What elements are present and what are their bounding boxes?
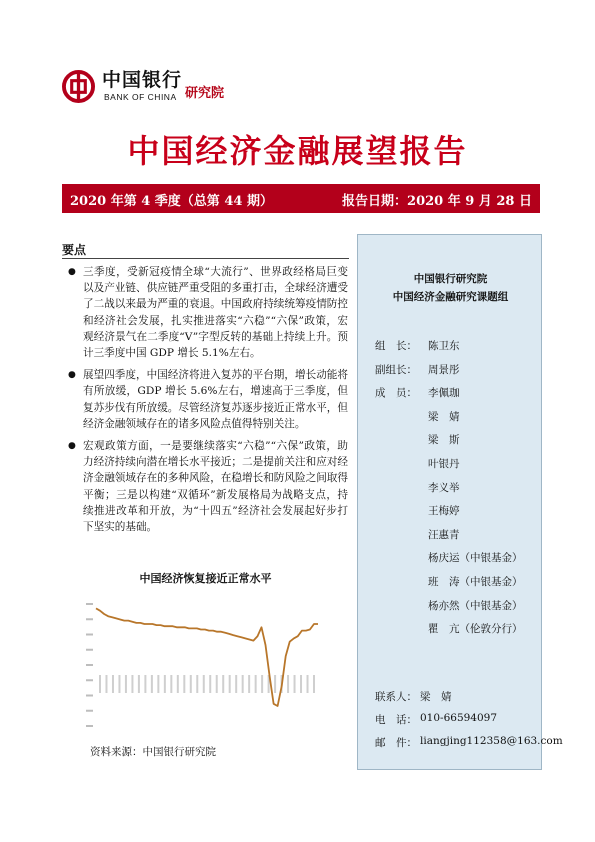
x-tick-label [112,675,114,693]
x-tick-label [138,675,140,693]
x-tick-label [300,675,302,693]
member-name: 班 涛（中银基金） [428,576,523,588]
member-name: 陈卫东 [428,340,460,352]
member-name: 叶银丹 [428,458,460,470]
x-tick-label [177,675,179,693]
x-tick-label [216,675,218,693]
x-tick-label [99,675,101,693]
x-tick-label [287,675,289,693]
member-name: 汪惠青 [428,528,460,541]
y-tick-label [86,634,93,636]
recovery-line-chart [82,590,340,740]
contact-label: 电 话： [375,714,417,726]
bullet-icon: ● [68,441,76,452]
key-points-list [66,264,348,541]
x-tick-label [157,675,159,693]
member-name: 王梅婷 [428,505,460,518]
report-title: 中国经济金融展望报告 [127,132,468,170]
y-tick-label [86,603,93,605]
x-tick-label [105,675,107,693]
member-name: 梁 斯 [428,434,460,447]
x-tick-label [209,675,211,693]
member-role: 组 长： [375,340,417,352]
x-tick-label [261,675,263,693]
member-role: 成 员： [375,387,417,400]
bank-logo [62,70,232,106]
member-name: 杨亦然（中银基金） [428,599,523,612]
x-tick-label [235,675,237,693]
list-item [66,264,348,361]
y-tick-label [86,679,93,681]
series-line [96,608,318,706]
sidebar-group: 中国经济金融研究课题组 [392,291,509,303]
chart-source: 资料来源：中国银行研究院 [90,746,216,758]
x-tick-label [248,675,250,693]
member-role: 副组长： [375,363,417,376]
key-point-text: 展望四季度，中国经济将进入复苏的平台期，增长动能将有所放缓，GDP 增长 5.6%左右，增速高于三季度，但复苏步伐有所放缓。尽管经济复苏逐步接近正常水平，但经济金融领域存在的诸多风险点值得特别关注。 [83,369,348,430]
divider [62,258,349,259]
contact-value: 梁 婧 [420,691,452,703]
issue-label: 2020 年第 4 季度（总第 44 期） [70,194,273,209]
x-tick-label [294,675,296,693]
sidebar-panel [357,234,563,770]
member-name: 瞿 亢（伦敦分行） [428,623,523,636]
x-tick-label [131,675,133,693]
x-tick-label [222,675,224,693]
y-tick-label [86,664,93,666]
bank-name-en: BANK OF CHINA [104,92,177,102]
list-item [66,438,348,535]
list-item [66,367,348,432]
bank-of-china-emblem-icon [62,70,95,103]
contact-label: 邮 件： [375,737,417,749]
y-tick-label [86,710,93,712]
member-name: 周景彤 [428,363,460,376]
y-axis-ticks [86,603,93,727]
sidebar-organization: 中国银行研究院 [413,273,488,285]
x-tick-label [255,675,257,693]
x-tick-label [313,675,315,693]
x-tick-label [274,675,276,693]
x-tick-label [170,675,172,693]
x-tick-label [242,675,244,693]
x-tick-label [203,675,205,693]
y-tick-label [86,695,93,697]
issue-banner [62,184,540,213]
y-tick-label [86,725,93,727]
member-name: 李义举 [428,481,460,494]
contact-label: 联系人： [375,691,417,703]
bank-name-cn: 中国银行 [102,69,183,91]
x-tick-label [151,675,153,693]
x-tick-label [118,675,120,693]
bullet-icon: ● [68,370,76,381]
y-tick-label [86,649,93,651]
key-point-text: 三季度，受新冠疫情全球“大流行”、世界政经格局巨变以及产业链、供应链严重受阻的多重打击，全球经济遭受了二战以来最为严重的衰退。中国政府持续统筹疫情防控和经济社会发展，扎实推进落实“六稳”“六保”政策，宏观经济景气在二季度“V”字型反转的基础上持续上升。预计三季度中国 GDP 增长 5.1%左右。 [83,266,348,360]
x-tick-label [183,675,185,693]
contact-value: liangjing112358@163.com [420,735,563,747]
x-tick-label [190,675,192,693]
chart-title: 中国经济恢复接近正常水平 [139,572,272,585]
x-tick-label [229,675,231,693]
report-date: 报告日期：2020 年 9 月 28 日 [342,194,532,209]
bullet-icon: ● [68,267,76,277]
key-point-text: 宏观政策方面，一是要继续落实“六稳”“六保”政策，助力经济持续向潜在增长水平接近；二是提前关注和应对经济金融领域存在的多种风险，在稳增长和防风险之间取得平衡；三是以构建“双循环”新发展格局为战略支点，持续推进改革和开放，为“十四五”经济社会发展起好步打下坚实的基础。 [83,440,348,534]
member-name: 梁 婧 [428,410,460,423]
x-tick-label [196,675,198,693]
contact-value: 010-66594097 [420,712,498,724]
member-name: 杨庆运（中银基金） [428,552,523,565]
x-tick-label [307,675,309,693]
key-points-heading: 要点 [62,243,87,257]
y-tick-label [86,618,93,620]
institute-name: 研究院 [185,86,225,101]
member-name: 李佩珈 [428,387,460,400]
x-tick-label [144,675,146,693]
x-tick-label [164,675,166,693]
x-tick-label [125,675,127,693]
